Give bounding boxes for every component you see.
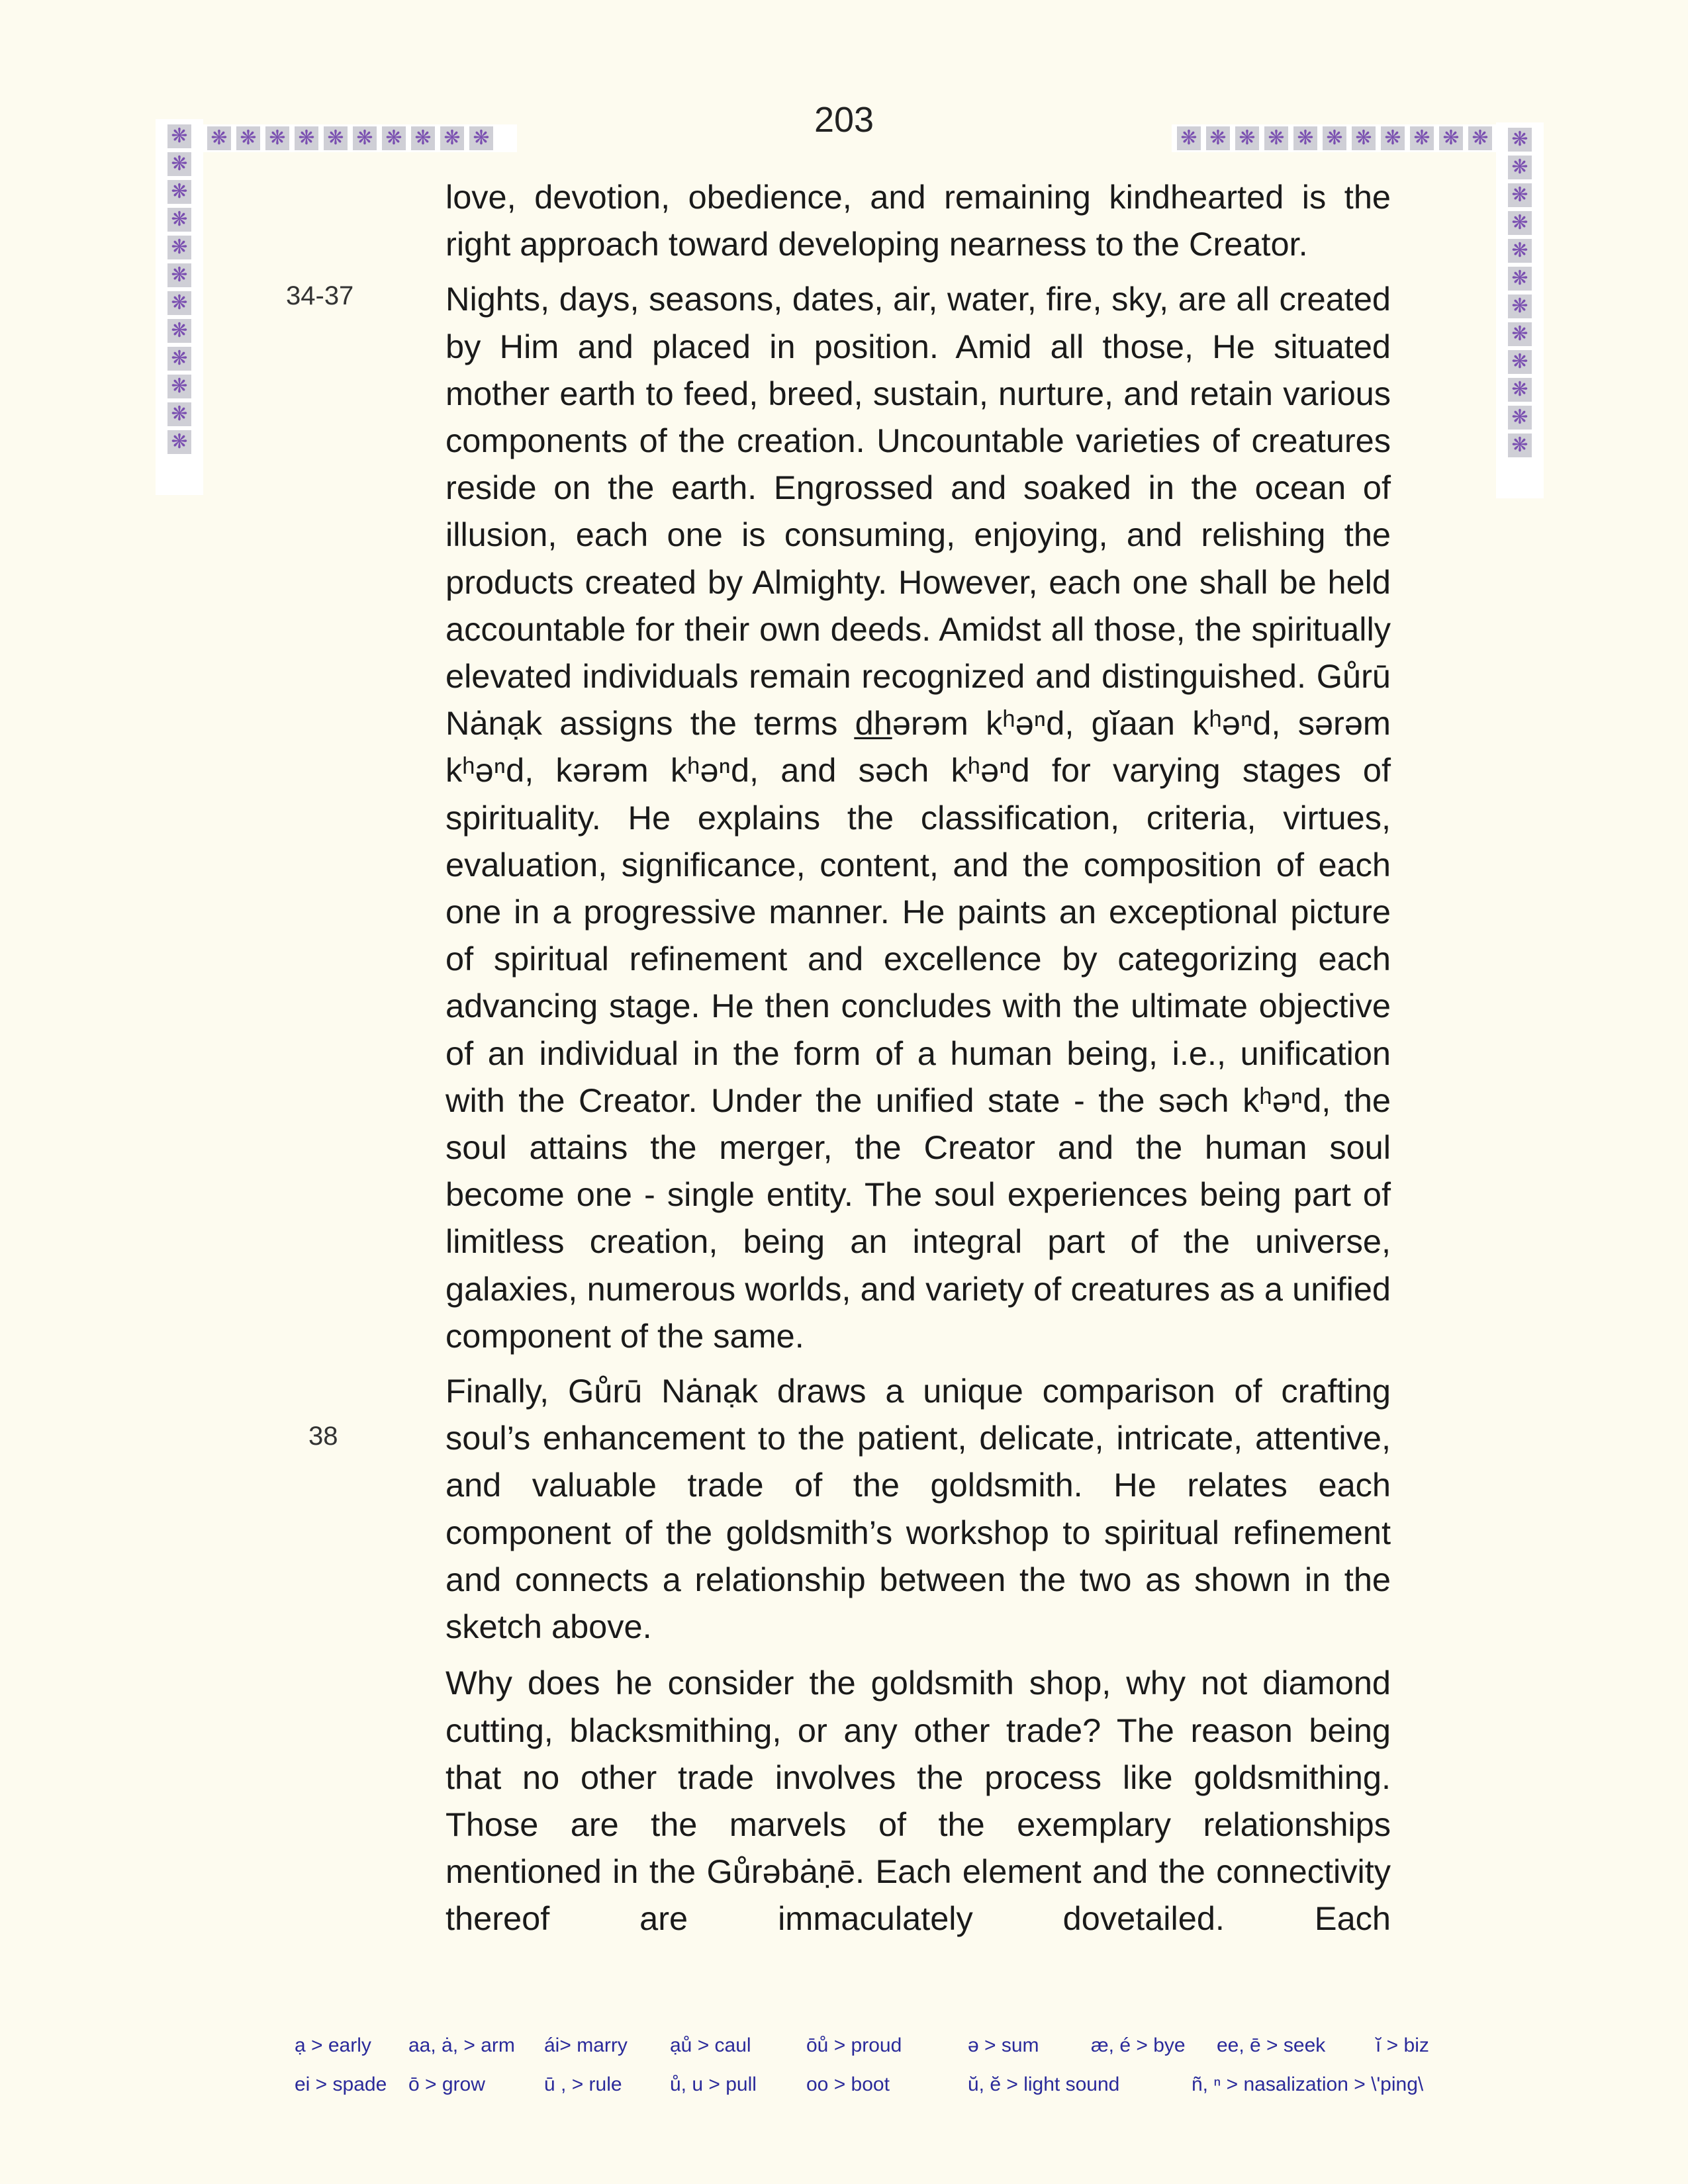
legend-item: ŭ, ĕ > light sound	[968, 2073, 1120, 2095]
flower-ornament-icon: ❋	[1508, 183, 1532, 207]
flower-ornament-icon: ❋	[167, 291, 191, 315]
flower-ornament-icon: ❋	[1323, 126, 1346, 150]
flower-ornament-icon: ❋	[236, 126, 260, 150]
flower-ornament-icon: ❋	[167, 430, 191, 454]
border-top-left	[202, 124, 517, 152]
paragraph-verse-38: Finally, Gůrū Nȧnạk draws a unique comparison of crafting soul’s enhancement to the patient, delicate, intricate, attentive, and valuable trade of the goldsmith. He relates each component of the goldsmith’s workshop to spiritual refinement and connects a relationship between the two as shown in the sketch above.	[445, 1372, 1391, 1646]
flower-ornament-icon: ❋	[1508, 128, 1532, 152]
flower-ornament-icon: ❋	[167, 375, 191, 398]
flower-ornament-icon: ❋	[1177, 126, 1201, 150]
flower-ornament-icon: ❋	[167, 347, 191, 371]
legend-item: ĭ > biz	[1376, 2034, 1429, 2056]
flower-ornament-icon: ❋	[1508, 267, 1532, 291]
flower-ornament-icon: ❋	[1264, 126, 1288, 150]
flower-ornament-icon: ❋	[167, 180, 191, 204]
legend-item: ů, u > pull	[670, 2073, 757, 2095]
flower-ornament-icon: ❋	[353, 126, 377, 150]
flower-ornament-icon: ❋	[324, 126, 348, 150]
legend-item: ạ > early	[295, 2034, 371, 2056]
legend-item: ə > sum	[968, 2034, 1039, 2056]
paragraph-goldsmith: Why does he consider the goldsmith shop, why not diamond cutting, blacksmithing, or any other trade? The reason being that no other trade involves the process like goldsmithing. Those are the marvels of the exemplary relationships mentioned in the Gůrəbȧṇē. Each element and the connectivity thereof are immaculately dovetailed. Each	[445, 1664, 1391, 1938]
paragraph-verses-34-37: Nights, days, seasons, dates, air, water, fire, sky, are all created by Him and placed in position. Amid all those, He situated mother earth to feed, breed, sustain, nurture, and retain various components of the creation. Uncountable varieties of creatures reside on the earth. Engrossed and soaked in the ocean of illusion, each one is consuming, enjoying, and relishing the products created by Almighty. However, each one shall be held accountable for their own deeds. Amidst all those, the spiritually elevated individuals remain recognized and distinguished. Gůrū Nȧnạk assigns the terms d̲h̲ərəm kʰəⁿd, gĭaan kʰəⁿd, sərəm kʰəⁿd, kərəm kʰəⁿd, and səch kʰəⁿd for varying stages of spirituality. He explains the classification, criteria, virtues, evaluation, significance, content, and the composition of each one in a progressive manner. He paints an exceptional picture of spiritual refinement and excellence by categorizing each advancing stage. He then concludes with the ultimate objective of an individual in the form of a human being, i.e., unification with the Creator. Under the unified state - the səch kʰəⁿd, the soul attains the merger, the Creator and the human soul become one - single entity. The soul experiences being part of limitless creation, being an integral part of the universe, galaxies, numerous worlds, and variety of creatures as a unified component of the same.	[445, 280, 1391, 1355]
legend-item: ū , > rule	[544, 2073, 622, 2095]
flower-ornament-icon: ❋	[1439, 126, 1463, 150]
flower-ornament-icon: ❋	[1508, 406, 1532, 430]
page-number: 203	[814, 100, 874, 140]
flower-ornament-icon: ❋	[295, 126, 318, 150]
legend-item: ái> marry	[544, 2034, 628, 2056]
flower-ornament-icon: ❋	[1381, 126, 1405, 150]
flower-ornament-icon: ❋	[167, 402, 191, 426]
flower-ornament-icon: ❋	[1206, 126, 1230, 150]
flower-ornament-icon: ❋	[167, 263, 191, 287]
border-left-column	[156, 119, 203, 495]
verse-number-34-37: 34-37	[286, 281, 354, 310]
flower-ornament-icon: ❋	[440, 126, 464, 150]
flower-ornament-icon: ❋	[1508, 350, 1532, 374]
flower-ornament-icon: ❋	[1293, 126, 1317, 150]
legend-item: ei > spade	[295, 2073, 387, 2095]
flower-ornament-icon: ❋	[382, 126, 406, 150]
legend-item: aa, ȧ, > arm	[408, 2034, 515, 2056]
flower-ornament-icon: ❋	[167, 208, 191, 232]
flower-ornament-icon: ❋	[1410, 126, 1434, 150]
flower-ornament-icon: ❋	[167, 236, 191, 259]
flower-ornament-icon: ❋	[1352, 126, 1376, 150]
legend-item: ee, ē > seek	[1217, 2034, 1326, 2056]
legend-item: ạů > caul	[670, 2034, 751, 2056]
flower-ornament-icon: ❋	[167, 319, 191, 343]
flower-ornament-icon: ❋	[207, 126, 231, 150]
flower-ornament-icon: ❋	[1508, 156, 1532, 179]
flower-ornament-icon: ❋	[1508, 295, 1532, 318]
flower-ornament-icon: ❋	[1508, 239, 1532, 263]
flower-ornament-icon: ❋	[1508, 211, 1532, 235]
paragraph-continuation: love, devotion, obedience, and remaining kindhearted is the right approach toward developing nearness to the Creator.	[445, 178, 1391, 263]
flower-ornament-icon: ❋	[1468, 126, 1492, 150]
verse-number-38: 38	[308, 1422, 338, 1451]
legend-item: æ, é > bye	[1091, 2034, 1186, 2056]
flower-ornament-icon: ❋	[167, 124, 191, 148]
flower-ornament-icon: ❋	[1508, 378, 1532, 402]
flower-ornament-icon: ❋	[1508, 433, 1532, 457]
flower-ornament-icon: ❋	[167, 152, 191, 176]
flower-ornament-icon: ❋	[1235, 126, 1259, 150]
flower-ornament-icon: ❋	[265, 126, 289, 150]
border-right-column	[1496, 122, 1544, 498]
legend-item: ñ, ⁿ > nasalization > \'ping\	[1192, 2073, 1424, 2095]
legend-item: oo > boot	[806, 2073, 890, 2095]
flower-ornament-icon: ❋	[469, 126, 493, 150]
legend-item: ō > grow	[408, 2073, 485, 2095]
legend-item: ōů > proud	[806, 2034, 902, 2056]
flower-ornament-icon: ❋	[411, 126, 435, 150]
border-top-right	[1172, 124, 1513, 152]
body-text	[445, 173, 1391, 1942]
flower-ornament-icon: ❋	[1508, 322, 1532, 346]
